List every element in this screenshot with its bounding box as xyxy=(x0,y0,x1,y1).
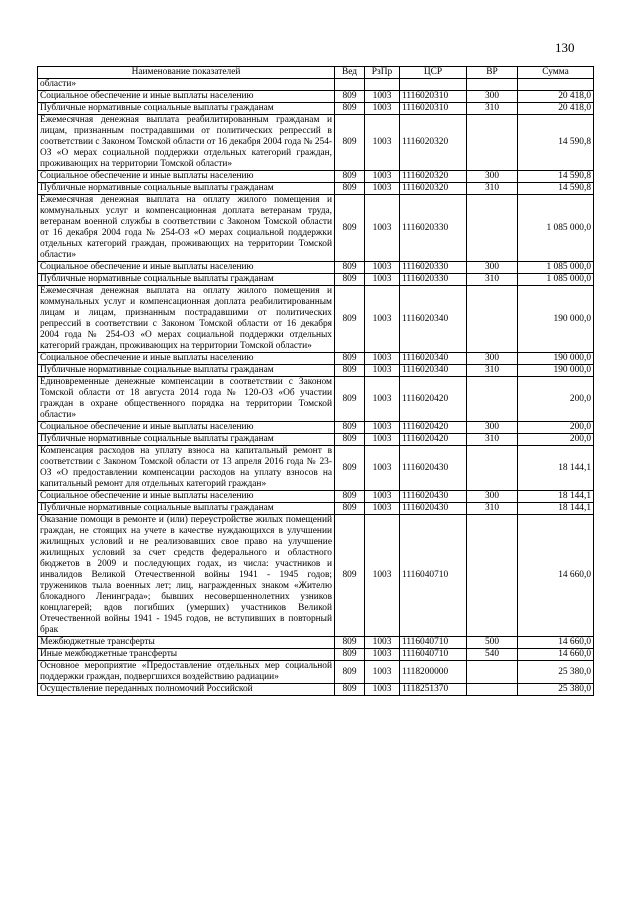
cell-csr: 1116040710 xyxy=(400,637,467,649)
cell-sum: 25 380,0 xyxy=(518,661,594,684)
cell-name: Основное мероприятие «Предоставление отдельных мер социальной поддержки граждан, подвергшихся воздействию радиации» xyxy=(38,661,335,684)
cell-name: Социальное обеспечение и иные выплаты населению xyxy=(38,491,335,503)
cell-sum: 1 085 000,0 xyxy=(518,195,594,262)
cell-sum: 200,0 xyxy=(518,377,594,422)
cell-rzpr: 1003 xyxy=(365,115,400,171)
cell-rzpr: 1003 xyxy=(365,637,400,649)
cell-name: Социальное обеспечение и иные выплаты населению xyxy=(38,171,335,183)
table-row xyxy=(38,286,594,353)
cell-sum: 200,0 xyxy=(518,434,594,446)
cell-csr: 1116020330 xyxy=(400,195,467,262)
cell-name: Публичные нормативные социальные выплаты гражданам xyxy=(38,183,335,195)
cell-csr: 1116020310 xyxy=(400,91,467,103)
cell-vr: 300 xyxy=(467,171,518,183)
cell-ved: 809 xyxy=(335,103,365,115)
cell-sum: 14 660,0 xyxy=(518,637,594,649)
cell-rzpr: 1003 xyxy=(365,365,400,377)
table-row xyxy=(38,115,594,171)
cell-vr: 310 xyxy=(467,365,518,377)
budget-table xyxy=(37,66,594,696)
cell-vr: 310 xyxy=(467,274,518,286)
cell-rzpr: 1003 xyxy=(365,262,400,274)
cell-csr: 1116020420 xyxy=(400,377,467,422)
table-header-row xyxy=(38,67,594,79)
cell-ved: 809 xyxy=(335,115,365,171)
cell-rzpr: 1003 xyxy=(365,491,400,503)
cell-sum: 1 085 000,0 xyxy=(518,274,594,286)
cell-rzpr: 1003 xyxy=(365,171,400,183)
cell-sum: 190 000,0 xyxy=(518,286,594,353)
header-name: Наименование показателей xyxy=(38,67,335,79)
cell-rzpr: 1003 xyxy=(365,274,400,286)
cell-vr xyxy=(467,661,518,684)
cell-rzpr: 1003 xyxy=(365,434,400,446)
cell-rzpr: 1003 xyxy=(365,649,400,661)
cell-rzpr: 1003 xyxy=(365,422,400,434)
table-row xyxy=(38,195,594,262)
cell-ved: 809 xyxy=(335,91,365,103)
cell-ved: 809 xyxy=(335,422,365,434)
cell-csr: 1116020330 xyxy=(400,262,467,274)
cell-vr xyxy=(467,515,518,637)
cell-sum: 18 144,1 xyxy=(518,446,594,491)
cell-vr: 540 xyxy=(467,649,518,661)
cell-csr: 1116020420 xyxy=(400,434,467,446)
cell-name: Иные межбюджетные трансферты xyxy=(38,649,335,661)
cell-csr xyxy=(400,79,467,91)
cell-vr: 500 xyxy=(467,637,518,649)
cell-ved: 809 xyxy=(335,515,365,637)
table-row xyxy=(38,103,594,115)
cell-sum: 20 418,0 xyxy=(518,91,594,103)
header-ved: Вед xyxy=(335,67,365,79)
cell-csr: 1116020330 xyxy=(400,274,467,286)
cell-ved: 809 xyxy=(335,195,365,262)
cell-csr: 1116020430 xyxy=(400,446,467,491)
cell-vr: 300 xyxy=(467,262,518,274)
cell-rzpr: 1003 xyxy=(365,661,400,684)
cell-name: Публичные нормативные социальные выплаты гражданам xyxy=(38,103,335,115)
table-row xyxy=(38,171,594,183)
table-row xyxy=(38,274,594,286)
cell-csr: 1116020320 xyxy=(400,183,467,195)
table-row xyxy=(38,422,594,434)
cell-name: Единовременные денежные компенсации в соответствии с Законом Томской области от 18 августа 2014 года № 120-ОЗ «Об участии граждан в охране общественного порядка на территории Томской области» xyxy=(38,377,335,422)
cell-name: Осуществление переданных полномочий Российской xyxy=(38,684,335,696)
table-row xyxy=(38,649,594,661)
cell-rzpr: 1003 xyxy=(365,286,400,353)
cell-csr: 1116020420 xyxy=(400,422,467,434)
cell-name: Межбюджетные трансферты xyxy=(38,637,335,649)
table-row xyxy=(38,365,594,377)
cell-rzpr: 1003 xyxy=(365,103,400,115)
cell-csr: 1116020320 xyxy=(400,171,467,183)
cell-ved: 809 xyxy=(335,286,365,353)
cell-vr xyxy=(467,79,518,91)
cell-vr xyxy=(467,195,518,262)
cell-vr: 310 xyxy=(467,503,518,515)
cell-rzpr: 1003 xyxy=(365,195,400,262)
cell-name: Ежемесячная денежная выплата реабилитированным гражданам и лицам, признанным пострадавшими от политических репрессий в соответствии с Законом Томской области от 16 декабря 2004 года № 254-ОЗ «О мерах социальной поддержки отдельных категорий граждан, проживающих на территории Томской области» xyxy=(38,115,335,171)
cell-vr xyxy=(467,286,518,353)
cell-ved: 809 xyxy=(335,183,365,195)
table-row xyxy=(38,491,594,503)
cell-vr: 310 xyxy=(467,434,518,446)
cell-csr: 1118200000 xyxy=(400,661,467,684)
cell-rzpr: 1003 xyxy=(365,91,400,103)
cell-sum: 200,0 xyxy=(518,422,594,434)
cell-rzpr: 1003 xyxy=(365,503,400,515)
cell-csr: 1116020320 xyxy=(400,115,467,171)
cell-ved: 809 xyxy=(335,171,365,183)
table-row xyxy=(38,79,594,91)
cell-sum: 14 590,8 xyxy=(518,183,594,195)
cell-ved: 809 xyxy=(335,649,365,661)
table-row xyxy=(38,434,594,446)
cell-sum: 18 144,1 xyxy=(518,503,594,515)
cell-name: Оказание помощи в ремонте и (или) переустройстве жилых помещений граждан, не стоящих на учете в качестве нуждающихся в улучшении жилищных условий и не реализовавших свое право на улучшение жилищных условий за счет средств федерального и областного бюджетов в 2009 и последующих годах, из числа: участников и инвалидов Великой Отечественной войны 1941 - 1945 годов; тружеников тыла военных лет; лиц, награжденных знаком «Жителю блокадного Ленинграда»; бывших несовершеннолетних узников концлагерей; вдов погибших (умерших) участников Великой Отечественной войны 1941 - 1945 годов, не вступивших в повторный брак xyxy=(38,515,335,637)
table-body xyxy=(38,79,594,696)
cell-name: Ежемесячная денежная выплата на оплату жилого помещения и коммунальных услуг и компенсационная доплата ветеранам труда, ветеранам военной службы в соответствии с Законом Томской области от 16 декабря 2004 года № 254-ОЗ «О мерах социальной поддержки отдельных категорий граждан, проживающих на территории Томской области» xyxy=(38,195,335,262)
cell-vr xyxy=(467,446,518,491)
header-sum: Сумма xyxy=(518,67,594,79)
cell-rzpr: 1003 xyxy=(365,446,400,491)
cell-csr: 1116020430 xyxy=(400,503,467,515)
header-vr: ВР xyxy=(467,67,518,79)
cell-vr: 300 xyxy=(467,353,518,365)
cell-vr xyxy=(467,115,518,171)
table-row xyxy=(38,684,594,696)
cell-name: Публичные нормативные социальные выплаты гражданам xyxy=(38,365,335,377)
header-rzpr: РзПр xyxy=(365,67,400,79)
cell-sum: 190 000,0 xyxy=(518,365,594,377)
table-row xyxy=(38,91,594,103)
table-row xyxy=(38,183,594,195)
cell-vr xyxy=(467,377,518,422)
cell-rzpr: 1003 xyxy=(365,183,400,195)
cell-sum xyxy=(518,79,594,91)
cell-name: Публичные нормативные социальные выплаты гражданам xyxy=(38,274,335,286)
cell-sum: 14 590,8 xyxy=(518,171,594,183)
cell-ved: 809 xyxy=(335,446,365,491)
cell-ved: 809 xyxy=(335,274,365,286)
header-csr: ЦСР xyxy=(400,67,467,79)
cell-csr: 1116040710 xyxy=(400,649,467,661)
cell-vr: 310 xyxy=(467,183,518,195)
table-row xyxy=(38,661,594,684)
cell-rzpr: 1003 xyxy=(365,353,400,365)
cell-csr: 1116020340 xyxy=(400,286,467,353)
cell-name: Социальное обеспечение и иные выплаты населению xyxy=(38,353,335,365)
cell-sum: 14 660,0 xyxy=(518,515,594,637)
cell-rzpr xyxy=(365,79,400,91)
cell-csr: 1116020430 xyxy=(400,491,467,503)
cell-vr xyxy=(467,684,518,696)
table-row xyxy=(38,377,594,422)
cell-name: Публичные нормативные социальные выплаты гражданам xyxy=(38,503,335,515)
cell-rzpr: 1003 xyxy=(365,684,400,696)
cell-csr: 1116020340 xyxy=(400,353,467,365)
cell-name: области» xyxy=(38,79,335,91)
cell-vr: 310 xyxy=(467,103,518,115)
cell-ved: 809 xyxy=(335,661,365,684)
cell-csr: 1116020340 xyxy=(400,365,467,377)
table-row xyxy=(38,353,594,365)
cell-csr: 1116020310 xyxy=(400,103,467,115)
cell-ved: 809 xyxy=(335,684,365,696)
cell-sum: 190 000,0 xyxy=(518,353,594,365)
cell-ved: 809 xyxy=(335,353,365,365)
cell-sum: 14 590,8 xyxy=(518,115,594,171)
table-row xyxy=(38,637,594,649)
cell-sum: 1 085 000,0 xyxy=(518,262,594,274)
cell-name: Социальное обеспечение и иные выплаты населению xyxy=(38,91,335,103)
table-row xyxy=(38,446,594,491)
cell-csr: 1116040710 xyxy=(400,515,467,637)
cell-ved: 809 xyxy=(335,491,365,503)
table-row xyxy=(38,515,594,637)
cell-vr: 300 xyxy=(467,422,518,434)
cell-name: Социальное обеспечение и иные выплаты населению xyxy=(38,262,335,274)
table-row xyxy=(38,262,594,274)
cell-name: Социальное обеспечение и иные выплаты населению xyxy=(38,422,335,434)
cell-vr: 300 xyxy=(467,491,518,503)
cell-rzpr: 1003 xyxy=(365,515,400,637)
page-number: 130 xyxy=(555,40,575,55)
cell-name: Публичные нормативные социальные выплаты гражданам xyxy=(38,434,335,446)
cell-sum: 18 144,1 xyxy=(518,491,594,503)
cell-rzpr: 1003 xyxy=(365,377,400,422)
cell-ved xyxy=(335,79,365,91)
table-row xyxy=(38,503,594,515)
cell-vr: 300 xyxy=(467,91,518,103)
cell-name: Ежемесячная денежная выплата на оплату жилого помещения и коммунальных услуг и компенсационная доплата реабилитированным лицам и лицам, признанным пострадавшими от политических репрессий в соответствии с Законом Томской области от 16 декабря 2004 года № 254-ОЗ «О мерах социальной поддержки отдельных категорий граждан, проживающих на территории Томской области» xyxy=(38,286,335,353)
cell-name: Компенсация расходов на уплату взноса на капитальный ремонт в соответствии с Законом Томской области от 13 апреля 2016 года № 23-ОЗ «О предоставлении компенсации расходов на уплату взносов на капитальный ремонт для отдельных категорий граждан» xyxy=(38,446,335,491)
cell-sum: 14 660,0 xyxy=(518,649,594,661)
cell-ved: 809 xyxy=(335,262,365,274)
cell-sum: 20 418,0 xyxy=(518,103,594,115)
cell-ved: 809 xyxy=(335,377,365,422)
cell-csr: 1118251370 xyxy=(400,684,467,696)
cell-ved: 809 xyxy=(335,503,365,515)
cell-ved: 809 xyxy=(335,365,365,377)
cell-sum: 25 380,0 xyxy=(518,684,594,696)
cell-ved: 809 xyxy=(335,637,365,649)
cell-ved: 809 xyxy=(335,434,365,446)
